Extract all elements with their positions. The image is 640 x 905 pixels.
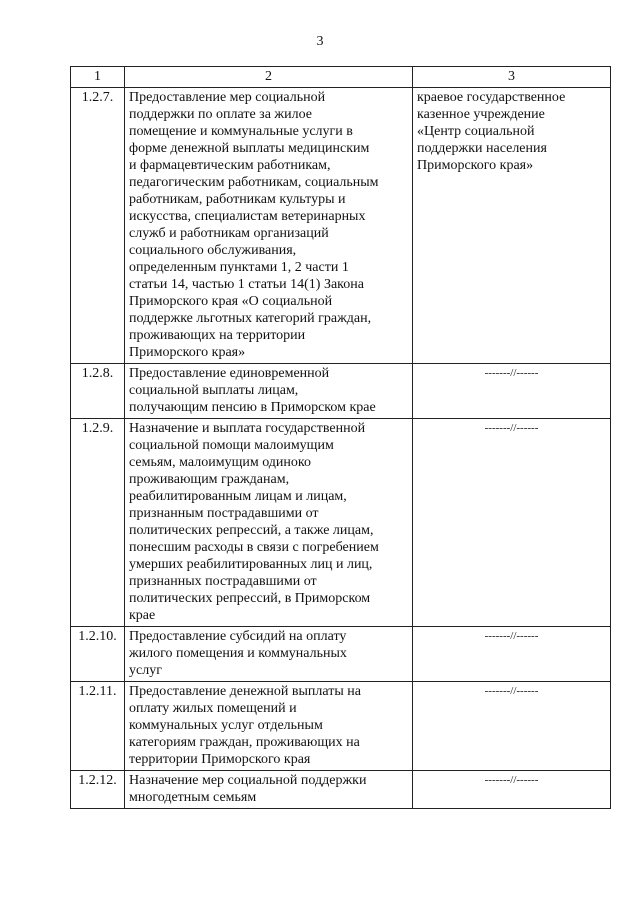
row-description: Предоставление мер социальной поддержки по оплате за жилое помещение и коммунальные услуги в форме денежной выплаты медицинским и фармацевтическим работникам, педагогическим работникам, социальным работникам, работникам культуры и искусства, специалистам ветеринарных служб и работникам организаций социального обслуживания, определенным пунктами 1, 2 части 1 статьи 14, частью 1 статьи 14(1) Закона Приморского края «О социальной поддержке льготных категорий граждан, проживающих на территории Приморского края» [125, 88, 413, 364]
services-table [70, 66, 611, 809]
table-row [71, 627, 611, 682]
row-organization-ditto: -------//------ [413, 627, 611, 682]
row-number: 1.2.9. [71, 419, 125, 627]
table-row [71, 364, 611, 419]
header-row [71, 67, 611, 88]
row-organization-ditto: -------//------ [413, 419, 611, 627]
page-number: 3 [316, 34, 324, 49]
row-description: Предоставление единовременной социальной выплаты лицам, получающим пенсию в Приморском крае [125, 364, 413, 419]
row-description: Назначение и выплата государственной социальной помощи малоимущим семьям, малоимущим одиноко проживающим гражданам, реабилитированным лицам и лицам, признанным пострадавшими от политических репрессий, а также лицам, понесшим расходы в связи с погребением умерших реабилитированных лиц и лиц, признанных пострадавшими от политических репрессий, в Приморском крае [125, 419, 413, 627]
row-description: Назначение мер социальной поддержки многодетным семьям [125, 771, 413, 809]
row-number: 1.2.11. [71, 682, 125, 771]
row-organization-ditto: -------//------ [413, 682, 611, 771]
table-header [71, 67, 611, 88]
row-organization-ditto: -------//------ [413, 364, 611, 419]
row-organization-ditto: -------//------ [413, 771, 611, 809]
header-col-3: 3 [413, 67, 611, 88]
row-number: 1.2.8. [71, 364, 125, 419]
row-description: Предоставление денежной выплаты на оплату жилых помещений и коммунальных услуг отдельным категориям граждан, проживающих на территории Приморского края [125, 682, 413, 771]
table-row [71, 682, 611, 771]
header-col-1: 1 [71, 67, 125, 88]
table-body [71, 88, 611, 809]
row-number: 1.2.12. [71, 771, 125, 809]
row-organization: краевое государственное казенное учреждение «Центр социальной поддержки населения Приморского края» [413, 88, 611, 364]
table-row [71, 771, 611, 809]
row-description: Предоставление субсидий на оплату жилого помещения и коммунальных услуг [125, 627, 413, 682]
table-row [71, 88, 611, 364]
row-number: 1.2.10. [71, 627, 125, 682]
row-number: 1.2.7. [71, 88, 125, 364]
header-col-2: 2 [125, 67, 413, 88]
table-row [71, 419, 611, 627]
